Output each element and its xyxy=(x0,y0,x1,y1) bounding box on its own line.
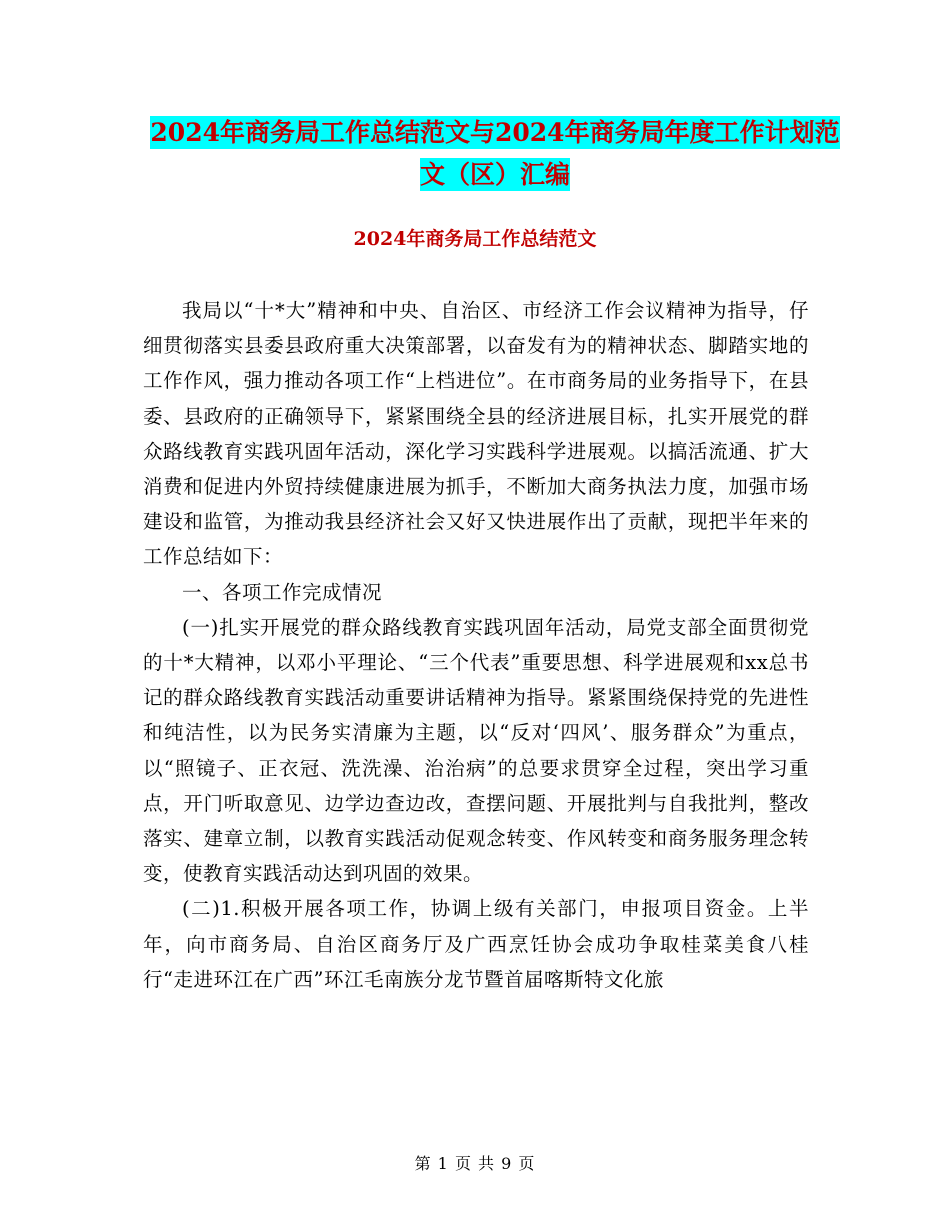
paragraph-intro: 我局以“十*大”精神和中央、自治区、市经济工作会议精神为指导，仔细贯彻落实县委县政府重大决策部署，以奋发有为的精神状态、脚踏实地的工作作风，强力推动各项工作“上档进位”。在市商务局的业务指导下，在县委、县政府的正确领导下，紧紧围绕全县的经济进展目标，扎实开展党的群众路线教育实践巩固年活动，深化学习实践科学进展观。以搞活流通、扩大消费和促进内外贸持续健康进展为抓手，不断加大商务执法力度，加强市场建设和监管，为推动我县经济社会又好又快进展作出了贡献，现把半年来的工作总结如下： xyxy=(143,299,809,569)
section-title: 2024年商务局工作总结范文 xyxy=(353,228,597,250)
paragraph-heading-1: 一、各项工作完成情况 xyxy=(182,580,383,604)
paragraph-item-1: (一)扎实开展党的群众路线教育实践巩固年活动，局党支部全面贯彻党的十*大精神，以邓小平理论、“三个代表”重要思想、科学进展观和xx总书记的群众路线教育实践活动重要讲话精神为指导。紧紧围绕保持党的先进性和纯洁性，以为民务实清廉为主题，以“反对‘四风’、服务群众”为重点，以“照镜子、正衣冠、洗洗澡、治治病”的总要求贯穿全过程，突出学习重点，开门听取意见、边学边查边改，查摆问题、开展批判与自我批判，整改落实、建章立制，以教育实践活动促观念转变、作风转变和商务服务理念转变，使教育实践活动达到巩固的效果。 xyxy=(143,615,809,886)
document-title xyxy=(140,112,850,196)
paragraph-item-2: (二)1.积极开展各项工作，协调上级有关部门，申报项目资金。上半年，向市商务局、自治区商务厅及广西烹饪协会成功争取桂菜美食八桂行“走进环江在广西”环江毛南族分龙节暨首届喀斯特文化旅 xyxy=(143,897,809,991)
document-title-text: 2024年商务局工作总结范文与2024年商务局年度工作计划范文（区）汇编 xyxy=(150,118,840,189)
document-body xyxy=(143,293,809,997)
page-footer: 第 1 页 共 9 页 xyxy=(414,1154,536,1173)
